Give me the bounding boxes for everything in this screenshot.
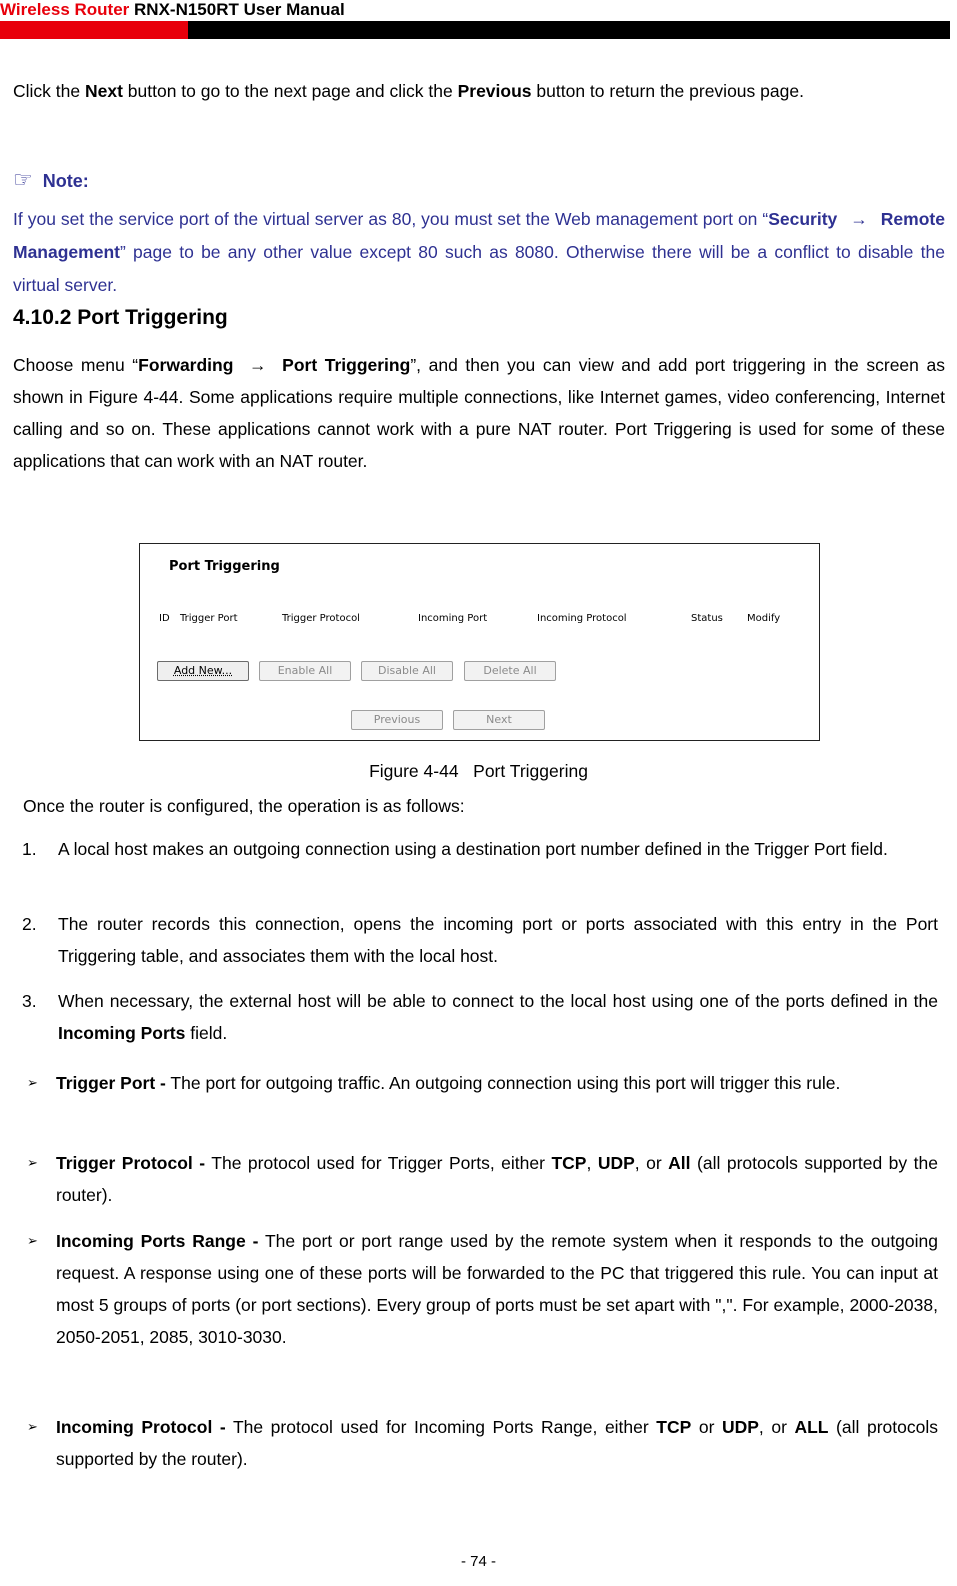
intro-paragraph bbox=[13, 75, 938, 107]
list-item bbox=[58, 985, 938, 1049]
arrow-bullet-icon: ➢ bbox=[27, 1155, 38, 1170]
note-security-term: Security bbox=[768, 209, 838, 229]
next-button[interactable]: Next bbox=[453, 710, 545, 730]
note-label: Note: bbox=[42, 171, 89, 191]
disable-all-button[interactable]: Disable All bbox=[361, 661, 453, 681]
header-rule bbox=[0, 21, 950, 39]
intro-previous-term: Previous bbox=[457, 81, 532, 101]
arrow-bullet-icon: ➢ bbox=[27, 1075, 38, 1090]
note-remote-term: Remote Management bbox=[13, 209, 945, 262]
intro-text-3: button to return the previous page. bbox=[531, 81, 804, 101]
add-new-button[interactable] bbox=[157, 661, 249, 681]
note-body bbox=[13, 203, 945, 302]
operation-intro: Once the router is configured, the operation is as follows: bbox=[23, 796, 465, 816]
separator: , or bbox=[758, 1417, 795, 1437]
note-text-2: ” page to be any other value except 80 such as 8080. Otherwise there will be a conflict to disable the virtual server. bbox=[13, 242, 945, 295]
section-title: Port Triggering bbox=[77, 306, 228, 329]
definition-text: The port for outgoing traffic. An outgoing connection using this port will trigger this rule. bbox=[165, 1073, 841, 1093]
separator: , or bbox=[634, 1153, 669, 1173]
definition-text: The port or port range used by the remote system when it responds to the outgoing request. A response using one of these ports will be forwarded to the PC that triggered this rule. You can input at most 5 groups of ports (or port sections). Every group of ports must be set apart with ",". For example, 2000-2038, 2050-2051, 2085, 3010-3030. bbox=[56, 1231, 938, 1347]
definition-text-2: (all protocols supported by the router). bbox=[56, 1417, 938, 1469]
column-header-trigger-protocol: Trigger Protocol bbox=[282, 613, 360, 624]
header-rule-red bbox=[0, 21, 188, 39]
definition-text-1: The protocol used for Incoming Ports Range, either bbox=[225, 1417, 657, 1437]
note-text-1: If you set the service port of the virtual server as 80, you must set the Web management port on “ bbox=[13, 209, 769, 229]
page-number: - 74 - bbox=[460, 1553, 496, 1570]
note-heading bbox=[13, 166, 89, 196]
tcp-term: TCP bbox=[551, 1153, 587, 1173]
header-brand: Wireless Router bbox=[0, 0, 130, 19]
column-header-trigger-port: Trigger Port bbox=[180, 613, 238, 624]
all-term: All bbox=[668, 1153, 691, 1173]
tcp-term: TCP bbox=[656, 1417, 692, 1437]
intro-next-term: Next bbox=[84, 81, 123, 101]
previous-button[interactable]: Previous bbox=[351, 710, 443, 730]
definition-term: Incoming Protocol - bbox=[56, 1417, 226, 1437]
definition-trigger-protocol bbox=[56, 1147, 938, 1211]
definition-term: Trigger Port - bbox=[56, 1073, 166, 1093]
udp-term: UDP bbox=[597, 1153, 635, 1173]
intro-text-2: button to go to the next page and click the bbox=[122, 81, 458, 101]
list-item: A local host makes an outgoing connection using a destination port number defined in the Trigger Port field. bbox=[58, 839, 888, 859]
column-header-modify: Modify bbox=[747, 613, 781, 624]
list-item-number: 2. bbox=[22, 914, 37, 934]
arrow-bullet-icon: ➢ bbox=[27, 1419, 38, 1434]
column-header-id: ID bbox=[159, 613, 170, 624]
intro-text-1: Click the bbox=[13, 81, 85, 101]
list-item-number: 1. bbox=[22, 839, 37, 859]
body-forwarding-term: Forwarding bbox=[138, 355, 234, 375]
definition-incoming-protocol bbox=[56, 1411, 938, 1475]
column-header-status: Status bbox=[691, 613, 723, 624]
column-header-incoming-port: Incoming Port bbox=[418, 613, 488, 624]
body-port-triggering-term: Port Triggering bbox=[282, 355, 411, 375]
caption-title: Port Triggering bbox=[473, 761, 588, 781]
definition-text-2: (all protocols supported by the router). bbox=[56, 1153, 938, 1205]
pointing-hand-icon: ☞ bbox=[13, 168, 33, 193]
section-heading bbox=[13, 303, 228, 333]
figure-title: Port Triggering bbox=[169, 559, 280, 574]
body-paragraph bbox=[13, 349, 945, 477]
udp-term: UDP bbox=[721, 1417, 759, 1437]
definition-term: Incoming Ports Range - bbox=[56, 1231, 259, 1251]
enable-all-button[interactable]: Enable All bbox=[259, 661, 351, 681]
body-text-1: Choose menu “ bbox=[13, 355, 139, 375]
arrow-bullet-icon: ➢ bbox=[27, 1233, 38, 1248]
definition-text-1: The protocol used for Trigger Ports, either bbox=[205, 1153, 552, 1173]
delete-all-button[interactable]: Delete All bbox=[464, 661, 556, 681]
header-model: RNX-N150RT User Manual bbox=[134, 0, 345, 19]
list-item-text-1: When necessary, the external host will be able to connect to the local host using one of the ports defined in the bbox=[58, 991, 938, 1011]
arrow-icon: → bbox=[249, 355, 267, 375]
add-new-label: Add New... bbox=[173, 664, 233, 677]
definition-incoming-ports-range bbox=[56, 1225, 938, 1353]
port-triggering-screenshot bbox=[139, 543, 820, 741]
document-header bbox=[0, 0, 345, 20]
arrow-icon: → bbox=[850, 209, 868, 229]
all-term: ALL bbox=[794, 1417, 829, 1437]
figure-caption bbox=[0, 757, 957, 785]
separator: or bbox=[691, 1417, 722, 1437]
section-number: 4.10.2 bbox=[13, 306, 72, 329]
list-item-bold: Incoming Ports bbox=[58, 1023, 186, 1043]
definition-trigger-port bbox=[56, 1067, 938, 1099]
list-item: The router records this connection, opens the incoming port or ports associated with this entry in the Port Triggering table, and associates them with the local host. bbox=[58, 914, 938, 966]
column-header-incoming-protocol: Incoming Protocol bbox=[537, 613, 627, 624]
list-item-text-2: field. bbox=[185, 1023, 228, 1043]
definition-term: Trigger Protocol - bbox=[56, 1153, 206, 1173]
header-rule-black bbox=[188, 21, 950, 39]
caption-label: Figure 4-44 bbox=[369, 761, 459, 781]
body-text-2: ”, and then you can view and add port triggering in the screen as shown in Figure 4-44. Some applications require multiple connections, like Internet games, video conferencing, Internet calling and so on. These applications cannot work with a pure NAT router. Port Triggering is used for some of these applications that can work with an NAT router. bbox=[13, 355, 945, 471]
list-item-number: 3. bbox=[22, 991, 37, 1011]
separator: , bbox=[586, 1153, 598, 1173]
